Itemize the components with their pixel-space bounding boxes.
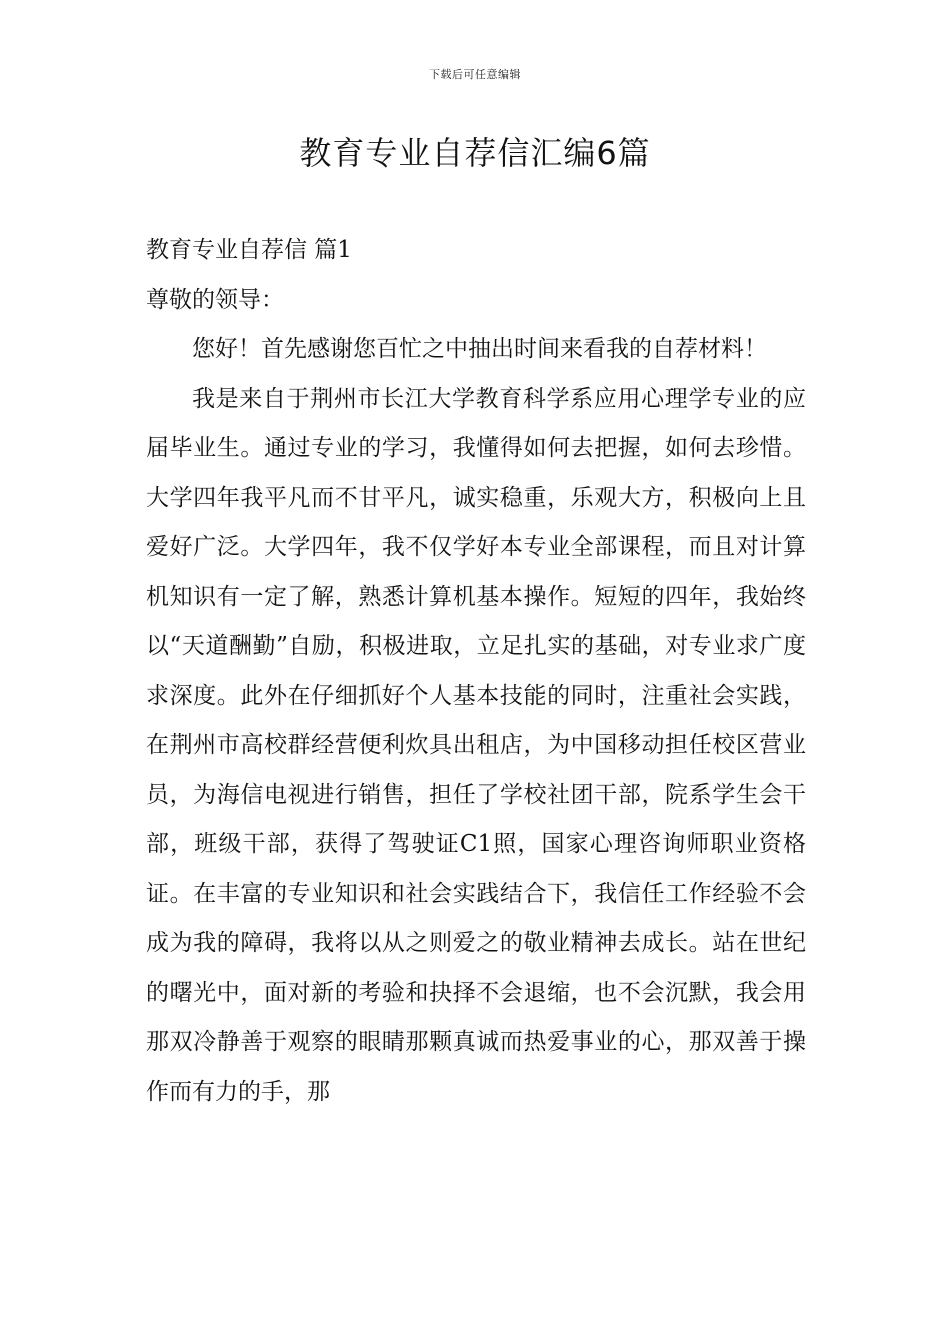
paragraph: 您好！首先感谢您百忙之中抽出时间来看我的自荐材料！ — [192, 336, 767, 362]
header-note: 下载后可任意编辑 — [429, 68, 521, 81]
paragraph: 我是来自于荆州市长江大学教育科学系应用心理学专业的应届毕业生。通过专业的学习，我懂得如何去把握，如何去珍惜。 大学四年我平凡而不甘平凡，诚实稳重，乐观大方，积极向上且爱好广泛。大学四年，我不仅学好本专业全部课程，而且对计算机知识有一定了解，熟悉计算机基本操作。短短的四年，我始终以“天道酬勤”自励，积极进取，立足扎实的基础，对专业求广度求深度。此外在仔细抓好个人基本技能的同时，注重社会实践，在荆州市高校群经营便利炊具出租店，为中国移动担任校区营业员，为海信电视进行销售，担任了学校社团干部，院系学生会干部，班级干部，获得了驾驶证C1照，国家心理咨询师职业资格证。在丰富的专业知识和社会实践结合下，我信任工作经验不会成为我的障碍，我将以从之则爱之的敬业精神去成长。站在世纪的曙光中，面对新的考验和抉择不会退缩，也不会沉默，我会用那双冷静善于观察的眼睛那颗真诚而热爱事业的心，那双善于操作而有力的手，那 — [146, 385, 806, 1105]
salutation: 尊敬的领导： — [146, 286, 284, 313]
document-body — [146, 226, 806, 1117]
document-title: 教育专业自荐信汇编6篇 — [299, 134, 651, 172]
section-heading: 教育专业自荐信 篇1 — [146, 237, 352, 263]
